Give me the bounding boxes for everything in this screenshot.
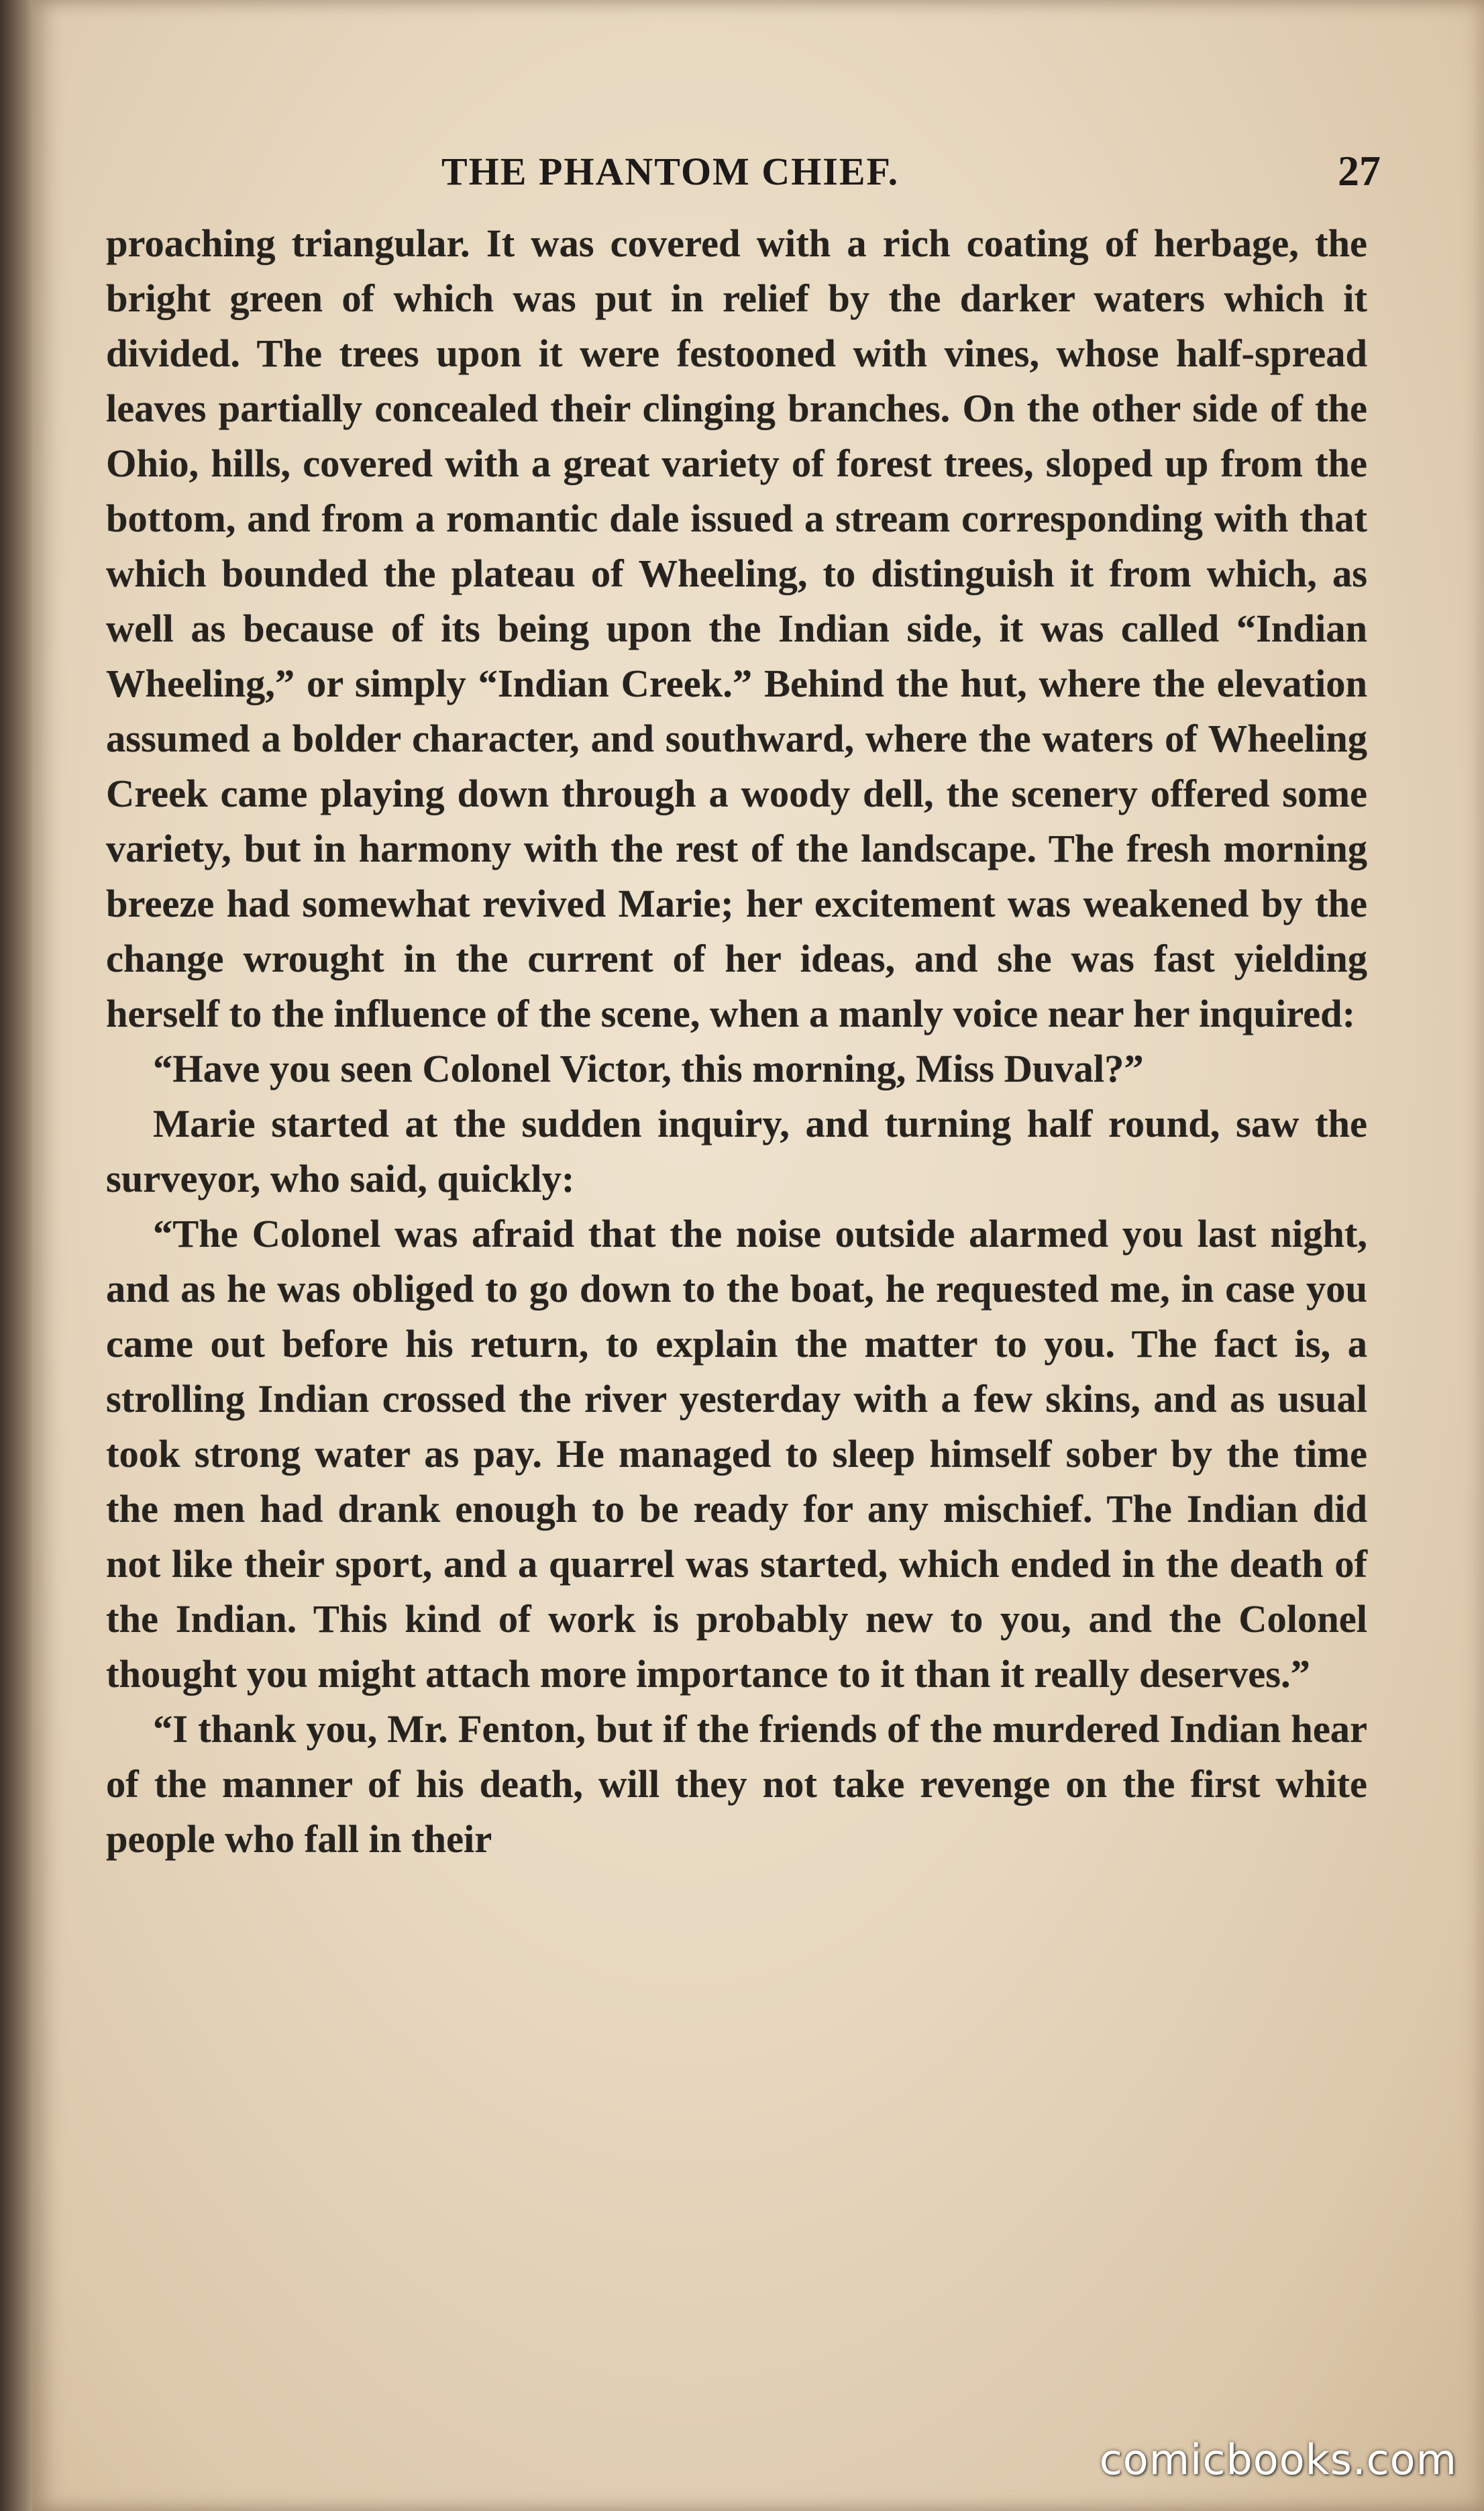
book-page [32, 0, 1484, 2511]
paragraph-dialogue-question: “Have you seen Colonel Victor, this morning, Miss Duval?” [153, 1047, 1144, 1090]
paragraph-marie-started: Marie started at the sudden inquiry, and turning half round, saw the surveyor, who said, quickly: [106, 1102, 1367, 1200]
paragraph-surveyor-explanation: “The Colonel was afraid that the noise outside alarmed you last night, and as he was obliged to go down to the boat, he requested me, in case you came out before his return, to explain the matter to you. The fact is, a strolling Indian crossed the river yesterday with a few skins, and as usual took strong water as pay. He managed to sleep himself sober by the time the men had drank enough to be ready for any mischief. The Indian did not like their sport, and a quarrel was started, which ended in the death of the Indian. This kind of work is probably new to you, and the Colonel thought you might attach more importance to it than it really deserves.” [106, 1212, 1367, 1696]
page-number: 27 [1338, 147, 1381, 195]
watermark-logo: comicbooks.com [1099, 2435, 1457, 2484]
paragraph-marie-reply: “I thank you, Mr. Fenton, but if the friends of the murdered Indian hear of the manner of his death, will they not take revenge on the first white people who fall in their [106, 1707, 1367, 1861]
paragraph-continued: proaching triangular. It was covered with a rich coating of herbage, the bright green of which was put in relief by the darker waters which it divided. The trees upon it were festooned with vines, whose half-spread leaves partially concealed their clinging branches. On the other side of the Ohio, hills, covered with a great variety of forest trees, sloped up from the bottom, and from a romantic dale issued a stream corresponding with that which bounded the plateau of Wheeling, to distinguish it from which, as well as because of its being upon the Indian side, it was called “Indian Wheeling,” or simply “Indian Creek.” Behind the hut, where the elevation assumed a bolder character, and southward, where the waters of Wheeling Creek came playing down through a woody dell, the scenery offered some variety, but in harmony with the rest of the landscape. The fresh morning breeze had somewhat revived Marie; her excitement was weakened by the change wrought in the current of her ideas, and she was fast yielding herself to the influence of the scene, when a manly voice near her inquired: [106, 221, 1367, 1035]
running-title: THE PHANTOM CHIEF. [441, 150, 900, 193]
page-header [106, 134, 1381, 208]
body-text [106, 216, 1367, 2363]
